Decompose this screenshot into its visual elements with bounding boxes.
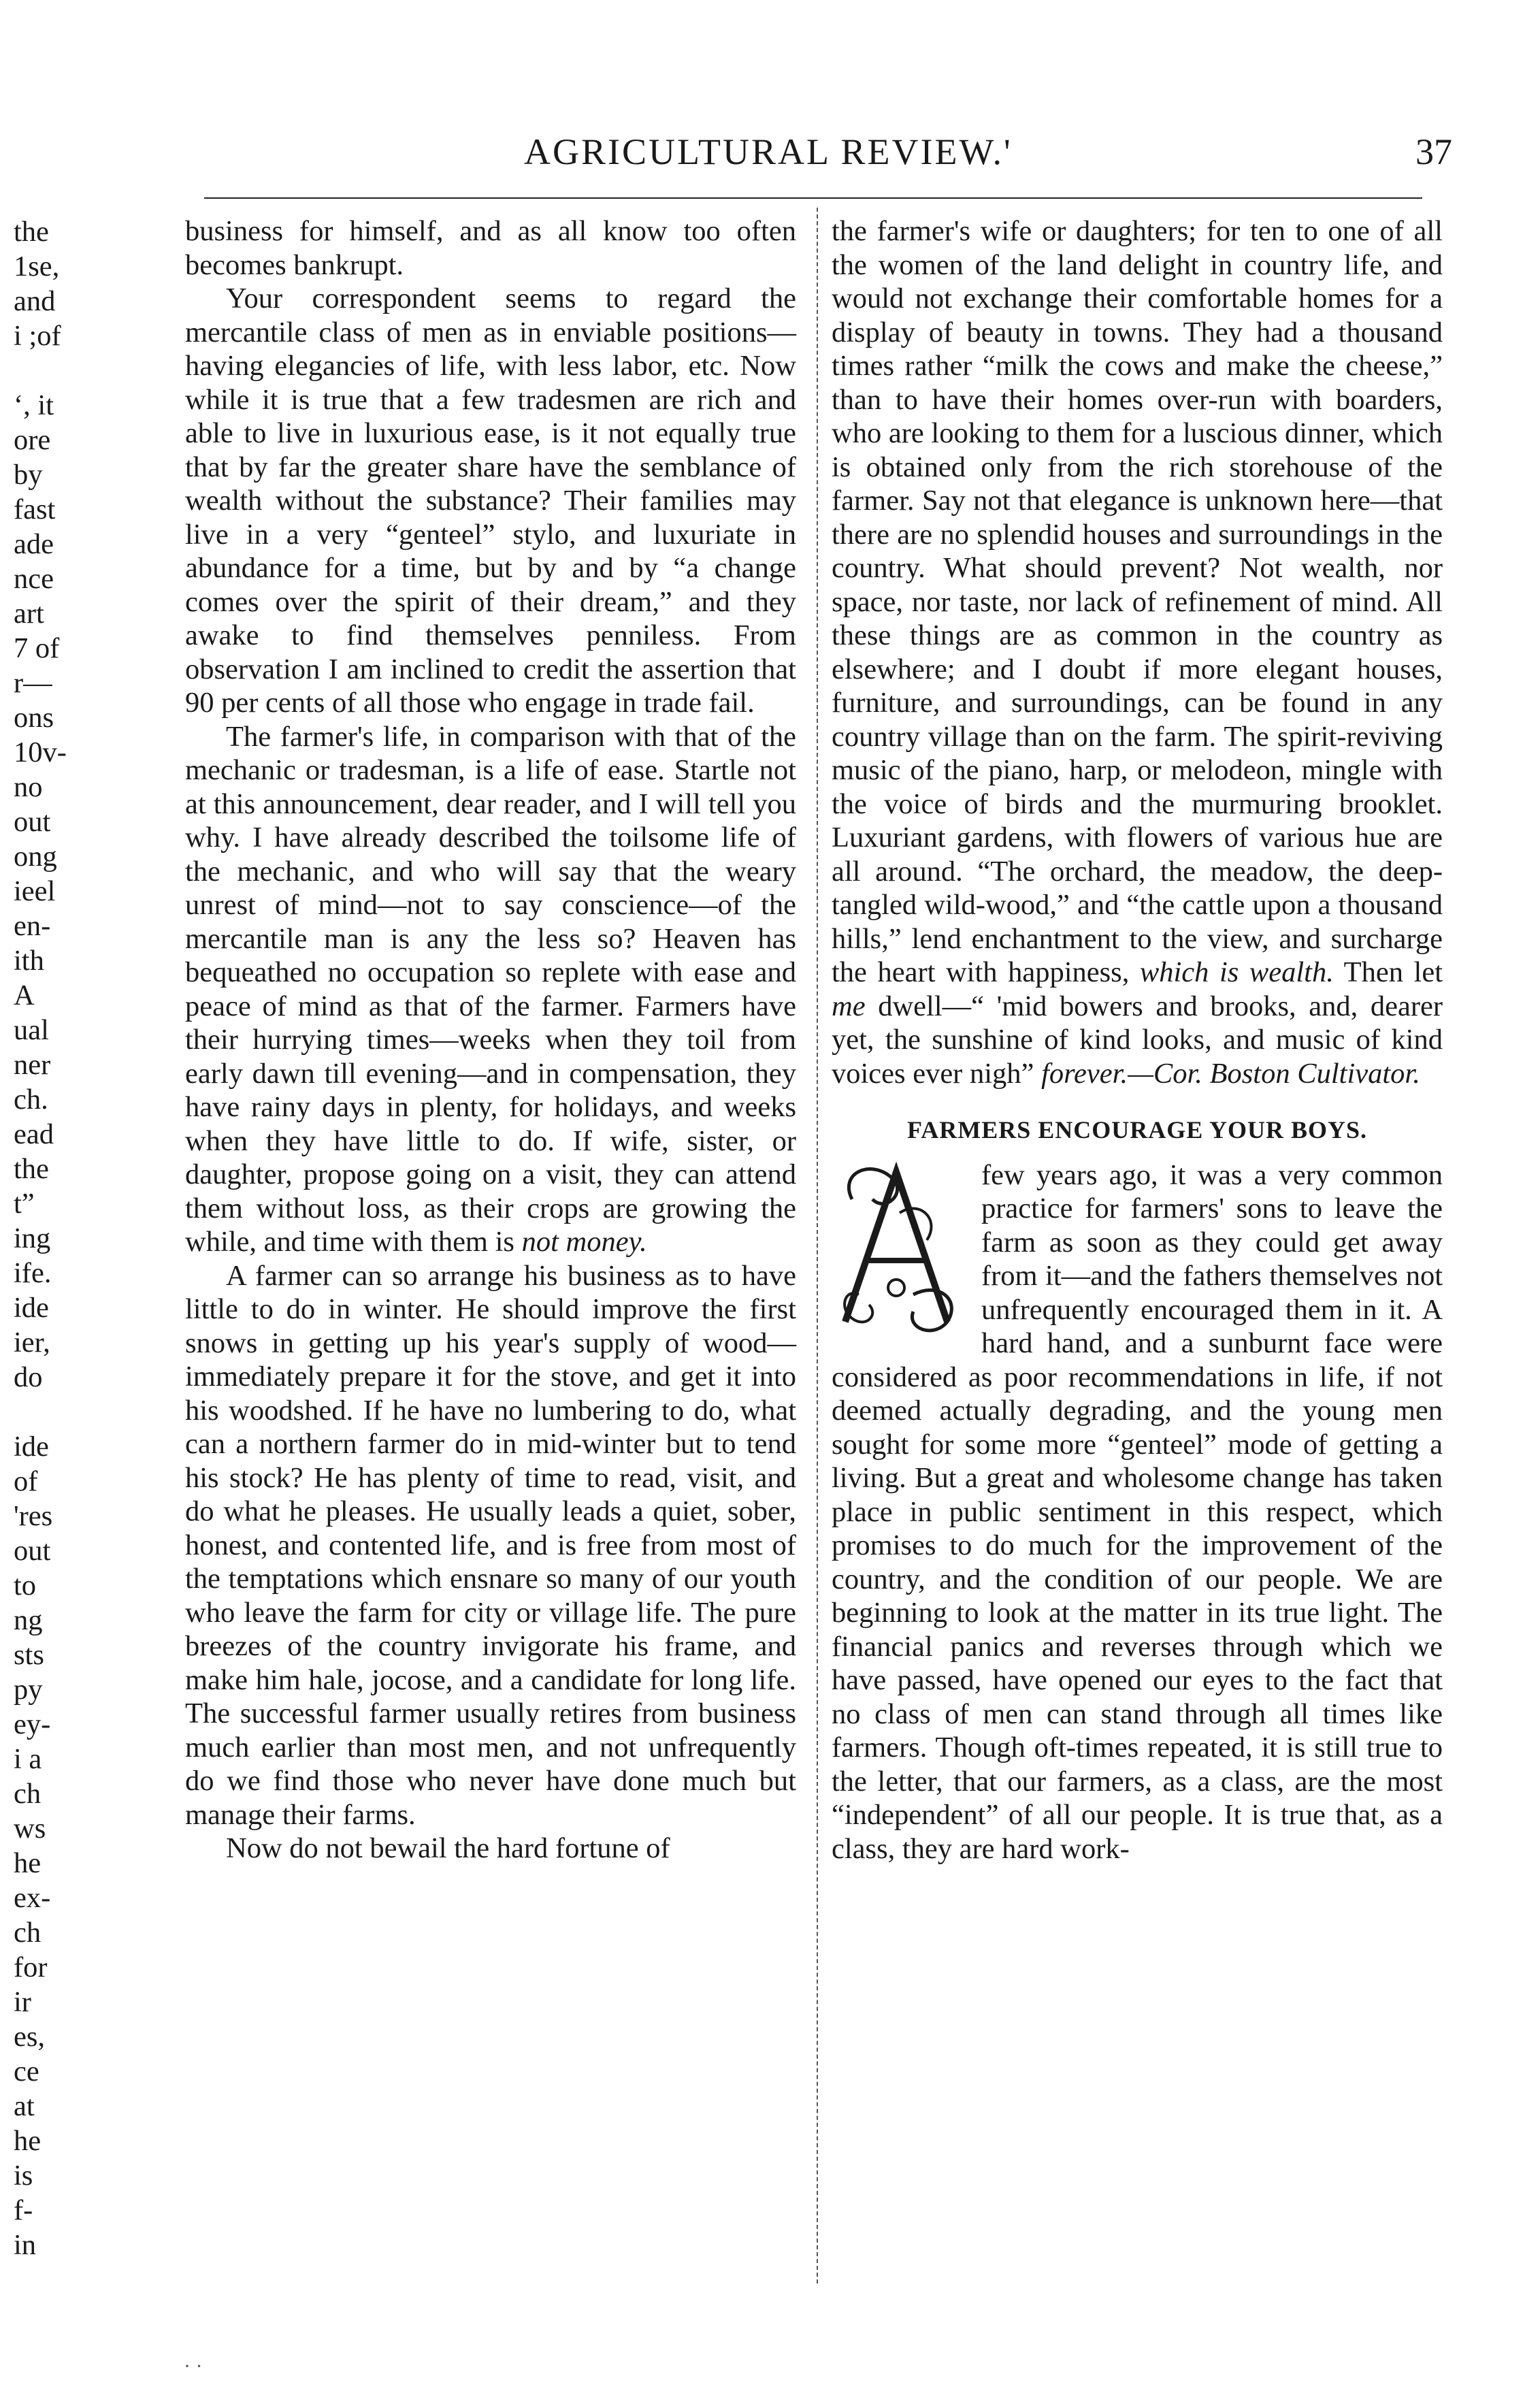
left-fragment-line: the <box>14 1153 49 1185</box>
mid-paragraph-5: Now do not bewail the hard fortune of <box>226 1832 670 1864</box>
left-fragment-line: A <box>14 979 35 1011</box>
left-fragment-line: f- <box>14 2194 33 2226</box>
left-fragment-line: he <box>14 2125 42 2157</box>
left-fragment-line: ade <box>14 528 54 560</box>
left-fragment-line: ide <box>14 1431 49 1463</box>
left-fragment-line: ws <box>14 1812 46 1844</box>
right-paragraph-2: few years ago, it was a very common practice for farmers' sons to leave the farm as soon as they could get away from it—and the fathers themselves not unfrequently encouraged them in it. A hard hand, and a sunburnt face were considered as poor recommendations in life, if not deemed actually degrading, and the young men sought for some more “genteel” mode of getting a living. But a great and wholesome change has taken place in public sentiment in this respect, which promises to do much for the improvement of the country, and the condition of our people. We are beginning to look at the matter in its true light. The financial panics and reverses through which we have passed, have opened our eyes to the fact that no class of men can stand through all times like farmers. Though oft-times repeated, it is still true to the letter, that our farmers, as a class, are the most “independent” of all our people. It is true that, as a class, they are hard work- <box>832 1158 1443 1865</box>
mid-paragraph-4: A farmer can so arrange his business as to have little to do in winter. He should improve the first snows in getting up his year's supply of wood—immediately prepare it for the stove, and get it into his woodshed. If he have no lumbering to do, what can a northern farmer do in mid-winter but to tend his stock? He has plenty of time to read, visit, and do what he pleases. He usually leads a quiet, sober, honest, and contented life, and is free from most of the temptations which ensnare so many of our youth who leave the farm for city or village life. The pure breezes of the country invigorate his frame, and make him hale, jocose, and a candidate for long life. The successful farmer usually retires from business much earlier than most men, and not unfrequently do we find those who never have done much but manage their farms. <box>185 1259 796 1831</box>
left-fragment-line: ing <box>14 1222 51 1254</box>
right-column <box>832 214 1443 1866</box>
left-fragment-line: ore <box>14 424 51 456</box>
right-paragraph-1 <box>832 214 1443 1090</box>
left-fragment-line: ce <box>14 2055 39 2087</box>
left-fragment-line: art <box>14 598 44 630</box>
left-fragment-line: ch <box>14 1778 42 1810</box>
left-fragment-line: ith <box>14 945 44 977</box>
left-fragment-line: ir <box>14 1986 31 2018</box>
left-fragment-line: es, <box>14 2021 46 2053</box>
left-fragment-line: fast <box>14 493 56 525</box>
left-fragment-line <box>14 353 150 388</box>
mid-paragraph-3-emphasis: not money. <box>521 1226 647 1258</box>
left-fragment-line: to <box>14 1570 37 1602</box>
right-paragraph-1-emphasis: which is wealth. <box>1139 956 1334 988</box>
left-fragment-line: is <box>14 2160 33 2192</box>
left-fragment-line: at <box>14 2090 35 2122</box>
right-paragraph-1-me: me <box>832 990 866 1022</box>
running-title: AGRICULTURAL REVIEW.' <box>524 131 1013 172</box>
left-fragment-line: ey- <box>14 1708 51 1740</box>
mid-paragraph-3-text: The farmer's life, in comparison with that of the mechanic or tradesman, is a life of ease. Startle not at this announcement, dear reader, and I will tell you why. I have already described the toilsome life of the mechanic, and who will say that the weary unrest of mind—not to say conscience—of the mercantile man is any the less so? Heaven has bequeathed no occupation so replete with ease and peace of mind as that of the farmer. Farmers have their hurrying times—weeks when they toil from early dawn till evening—and in compensation, they have rainy days in plenty, for holidays, and weeks when they have little to do. If wife, sister, or daughter, propose going on a visit, they can attend them without loss, as their crops are growing the while, and time with them is <box>185 720 796 1258</box>
left-fragment-line: and <box>14 285 56 317</box>
left-fragment-line: t” <box>14 1188 35 1220</box>
page-number: 37 <box>1415 131 1452 172</box>
left-fragment-line: no <box>14 771 43 803</box>
footer-marks: · · <box>184 2355 203 2377</box>
left-fragment-line: out <box>14 1535 51 1567</box>
left-fragment-line: 10v- <box>14 736 67 768</box>
left-fragment-line <box>14 1395 150 1429</box>
column-divider <box>817 208 818 2283</box>
article-body <box>832 1158 1443 1866</box>
left-fragment-line: r— <box>14 667 52 699</box>
page-header <box>0 131 1540 178</box>
ornamental-initial-a-icon <box>832 1158 968 1342</box>
left-fragment-line: ong <box>14 841 57 873</box>
left-fragment-line: ife. <box>14 1257 52 1289</box>
left-fragment-line: of <box>14 1465 38 1497</box>
left-fragment-line: for <box>14 1951 48 1983</box>
left-fragment-line: 'res <box>14 1500 53 1532</box>
right-paragraph-1-text: the farmer's wife or daughters; for ten to one of all the women of the land delight in country life, and would not exchange their comfortable homes for a display of beauty in towns. They had a thousand times rather “milk the cows and make the cheese,” than to have their homes over-run with boarders, who are looking to them for a luscious dinner, which is obtained only from the rich storehouse of the farmer. Say not that elegance is unknown here—that there are no splendid houses and surroundings in the country. What should prevent? Not wealth, nor space, nor taste, nor lack of refinement of mind. All these things are as common in the country as elsewhere; and I doubt if more elegant houses, furniture, and surroundings, can be found in any country village than on the farm. The spirit-reviving music of the piano, harp, or melodeon, mingle with the voice of birds and the murmuring brooklet. Luxuriant gardens, with flowers of various hue are all around. “The orchard, the meadow, the deep-tangled wild-wood,” and “the cattle upon a thousand hills,” lend enchantment to the view, and surcharge the heart with happiness, <box>832 215 1443 988</box>
left-fragment-line: in <box>14 2229 37 2261</box>
section-title: FARMERS ENCOURAGE YOUR BOYS. <box>906 1116 1368 1143</box>
left-fragment-line: he <box>14 1847 42 1879</box>
left-fragment-line: do <box>14 1361 43 1393</box>
left-fragment-line: ual <box>14 1014 49 1046</box>
left-fragment-line: ʻ, it <box>14 389 54 421</box>
left-fragment-line: the <box>14 216 49 248</box>
left-fragment-line: i a <box>14 1743 42 1775</box>
left-fragment-line: i ;of <box>14 320 61 352</box>
mid-paragraph-1: business for himself, and as all know too often becomes bankrupt. <box>185 215 796 281</box>
left-fragment-line: nce <box>14 563 54 595</box>
left-margin-fragments <box>14 214 150 2262</box>
left-fragment-line: ons <box>14 702 54 734</box>
left-fragment-line: ieel <box>14 875 56 907</box>
left-fragment-line: 7 of <box>14 632 60 664</box>
left-fragment-line: ner <box>14 1049 51 1081</box>
left-fragment-line: ide <box>14 1292 49 1324</box>
left-fragment-line: sts <box>14 1639 44 1671</box>
left-fragment-line: by <box>14 459 43 491</box>
source-signature: forever.—Cor. Boston Cultivator. <box>1041 1057 1420 1090</box>
mid-paragraph-3 <box>185 720 796 1259</box>
mid-paragraph-2: Your correspondent seems to regard the mercantile class of men as in enviable positions—having elegancies of life, with less labor, etc. Now while it is true that a few tradesmen are rich and able to live in luxurious ease, is it not equally true that by far the greater share have the semblance of wealth without the substance? Their families may live in a very “genteel” stylo, and luxuriate in abundance for a time, but by and by “a change comes over the spirit of their dream,” and they awake to find themselves penniless. From observation I am inclined to credit the assertion that 90 per cents of all those who engage in trade fail. <box>185 282 796 719</box>
left-fragment-line: 1se, <box>14 250 60 282</box>
right-paragraph-1-quote: dwell—“ 'mid bowers and brooks, and, dearer yet, the sunshine of kind looks, and music of kind voices ever nigh” <box>832 990 1443 1090</box>
left-fragment-line: ng <box>14 1604 43 1636</box>
left-fragment-line: out <box>14 806 51 838</box>
left-fragment-line: ead <box>14 1118 54 1150</box>
left-fragment-line: ch. <box>14 1084 48 1116</box>
left-fragment-line: ex- <box>14 1882 51 1914</box>
left-fragment-line: ch <box>14 1917 42 1949</box>
left-fragment-line: py <box>14 1674 43 1706</box>
left-fragment-line: ier, <box>14 1327 50 1359</box>
header-rule <box>204 197 1422 199</box>
left-fragment-line: en- <box>14 910 51 942</box>
middle-column <box>185 214 796 1866</box>
right-paragraph-1-cont: Then let <box>1343 956 1443 988</box>
